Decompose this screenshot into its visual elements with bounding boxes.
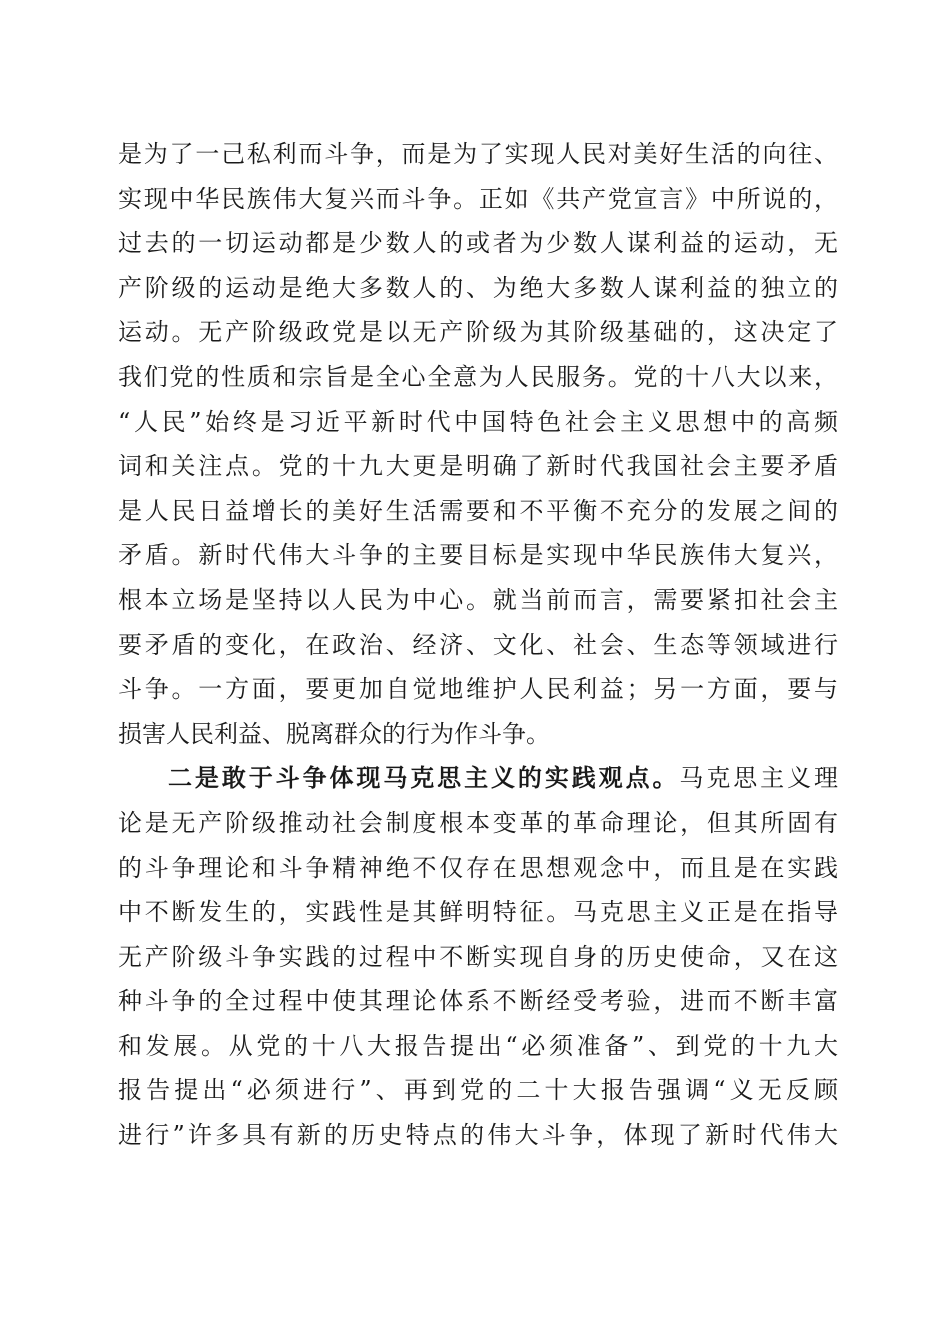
paragraph-1-line-14: 损害人民利益、脱离群众的行为作斗争。 (118, 719, 550, 748)
paragraph-2-first-line (118, 756, 838, 801)
paragraph-1-line-5: 运动。无产阶级政党是以无产阶级为其阶级基础的，这决定了 (118, 318, 838, 347)
paragraph-1-line-10: 矛盾。新时代伟大斗争的主要目标是实现中华民族伟大复兴， (118, 541, 838, 570)
paragraph-1-line-2: 实现中华民族伟大复兴而斗争。正如《共产党宣言》中所说的， (118, 184, 838, 213)
paragraph-1-line-7: “人民”始终是习近平新时代中国特色社会主义思想中的高频 (118, 407, 838, 436)
paragraph-1-line-12: 要矛盾的变化，在政治、经济、文化、社会、生态等领域进行 (118, 630, 838, 659)
paragraph-2-line-5: 无产阶级斗争实践的过程中不断实现自身的历史使命，又在这 (118, 942, 838, 971)
paragraph-1-line-8: 词和关注点。党的十九大更是明确了新时代我国社会主要矛盾 (118, 452, 838, 481)
paragraph-1-line-9: 是人民日益增长的美好生活需要和不平衡不充分的发展之间的 (118, 496, 838, 525)
paragraph-2-line-6: 种斗争的全过程中使其理论体系不断经受考验，进而不断丰富 (118, 987, 838, 1016)
paragraph-2-line-7: 和发展。从党的十八大报告提出“必须准备”、到党的十九大 (118, 1031, 838, 1060)
body-text (118, 132, 838, 1158)
paragraph-2-line-3: 的斗争理论和斗争精神绝不仅存在思想观念中，而且是在实践 (118, 853, 838, 882)
paragraph-2-line-2: 论是无产阶级推动社会制度根本变革的革命理论，但其所固有 (118, 808, 838, 837)
paragraph-1-line-6: 我们党的性质和宗旨是全心全意为人民服务。党的十八大以来， (118, 362, 838, 391)
paragraph-1-line-3: 过去的一切运动都是少数人的或者为少数人谋利益的运动，无 (118, 229, 838, 258)
paragraph-1-line-13: 斗争。一方面，要更加自觉地维护人民利益；另一方面，要与 (118, 675, 838, 704)
paragraph-1-line-4: 产阶级的运动是绝大多数人的、为绝大多数人谋利益的独立的 (118, 273, 838, 302)
paragraph-2-heading: 二是敢于斗争体现马克思主义的实践观点。 (168, 763, 680, 793)
paragraph-2-line-8: 报告提出“必须进行”、再到党的二十大报告强调“义无反顾 (118, 1076, 838, 1105)
paragraph-1-line-11: 根本立场是坚持以人民为中心。就当前而言，需要紧扣社会主 (118, 585, 838, 614)
paragraph-2-line-4: 中不断发生的，实践性是其鲜明特征。马克思主义正是在指导 (118, 898, 838, 927)
paragraph-2-line-9: 进行”许多具有新的历史特点的伟大斗争，体现了新时代伟大 (118, 1121, 838, 1150)
paragraph-2-first-line-rest: 马克思主义理 (679, 764, 839, 793)
paragraph-1-line-1: 是为了一己私利而斗争，而是为了实现人民对美好生活的向往、 (118, 140, 838, 168)
